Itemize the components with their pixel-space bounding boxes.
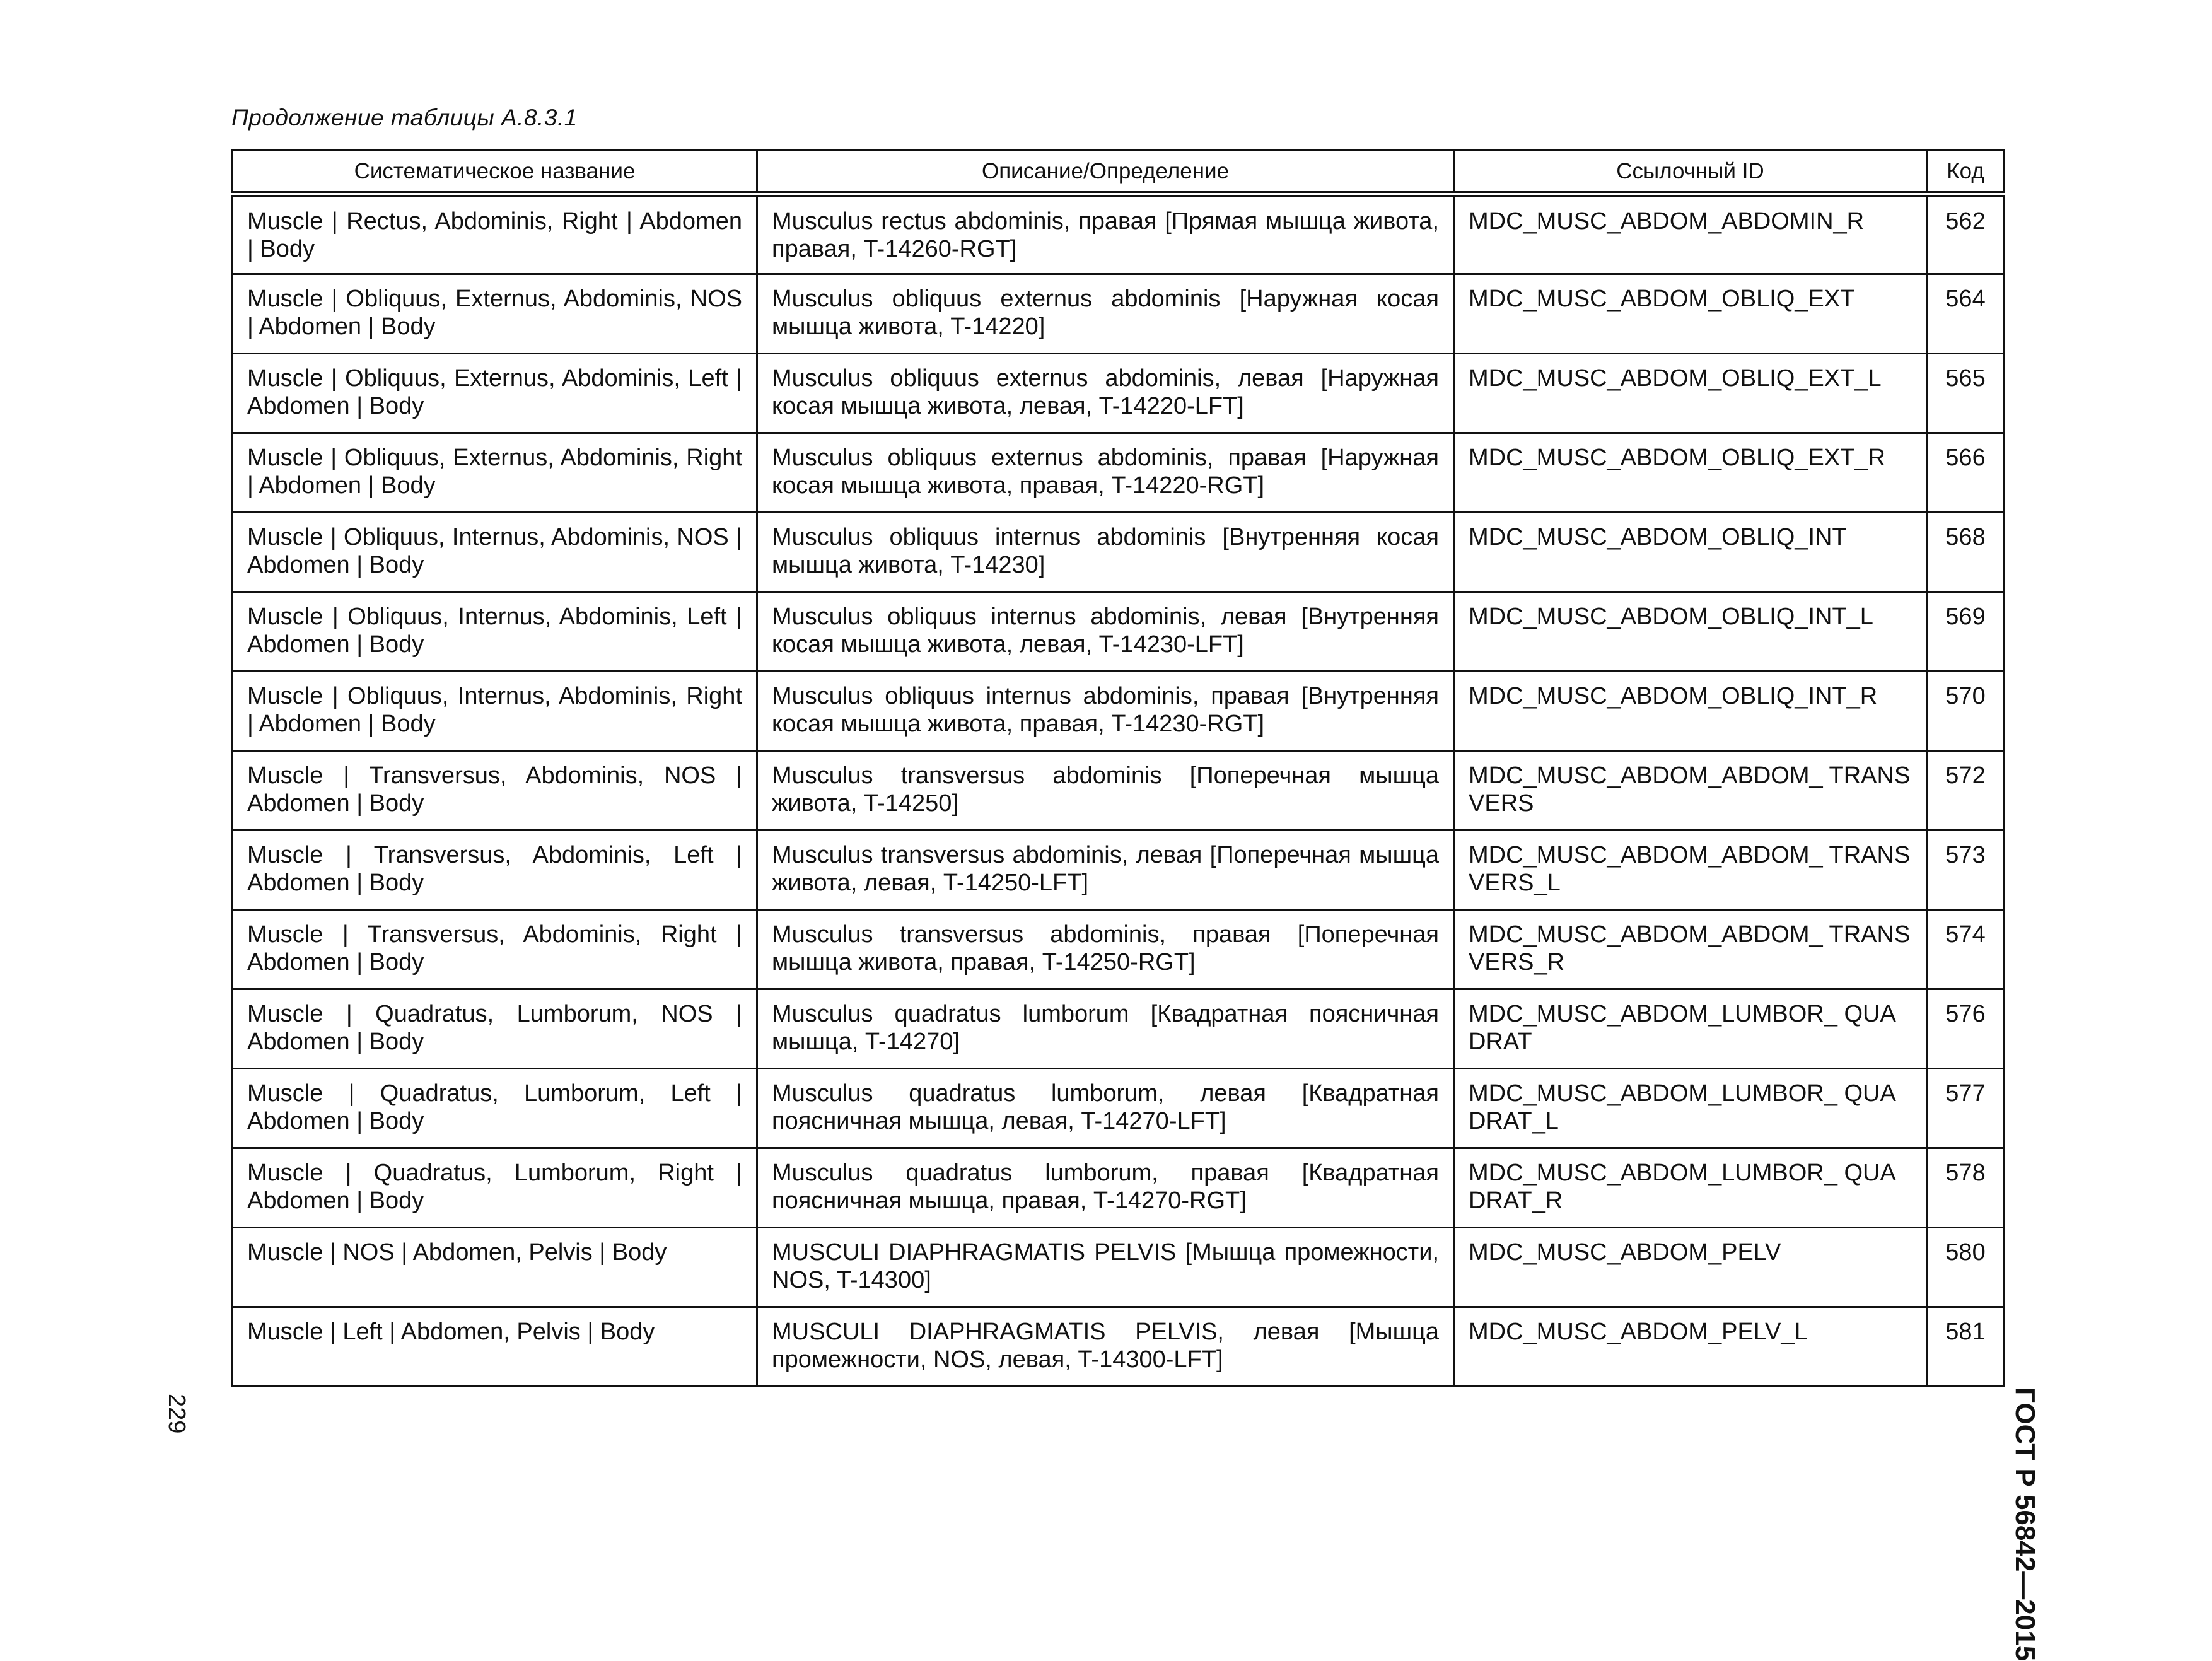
header-description: Описание/Определение	[757, 151, 1454, 195]
cell-code: 564	[1927, 274, 2005, 353]
header-name: Систематическое название	[233, 151, 757, 195]
table-caption: Продолжение таблицы A.8.3.1	[231, 105, 578, 131]
cell-ref-id: MDC_MUSC_ABDOM_OBLIQ_EXT	[1454, 274, 1927, 353]
cell-ref-id: MDC_MUSC_ABDOM_ABDOM_ TRANSVERS_L	[1454, 830, 1927, 909]
cell-code: 573	[1927, 830, 2005, 909]
cell-description: Musculus quadratus lumborum, левая [Квадратная поясничная мышца, левая, T-14270-LFT]	[757, 1068, 1454, 1148]
cell-ref-id: MDC_MUSC_ABDOM_LUMBOR_ QUADRAT_R	[1454, 1148, 1927, 1227]
header-code: Код	[1927, 151, 2005, 195]
table-row	[233, 750, 2005, 830]
table-header-row	[233, 151, 2005, 195]
cell-description: Musculus obliquus internus abdominis, левая [Внутренняя косая мышца живота, левая, T-14230-LFT]	[757, 592, 1454, 671]
cell-code: 565	[1927, 353, 2005, 433]
cell-code: 577	[1927, 1068, 2005, 1148]
cell-description: Musculus obliquus externus abdominis, правая [Наружная косая мышца живота, правая, T-14220-RGT]	[757, 433, 1454, 512]
cell-ref-id: MDC_MUSC_ABDOM_LUMBOR_ QUADRAT_L	[1454, 1068, 1927, 1148]
cell-name: Muscle | Obliquus, Externus, Abdominis, Right | Abdomen | Body	[233, 433, 757, 512]
cell-ref-id: MDC_MUSC_ABDOM_OBLIQ_EXT_R	[1454, 433, 1927, 512]
cell-ref-id: MDC_MUSC_ABDOM_ABDOM_ TRANSVERS_R	[1454, 909, 1927, 989]
cell-name: Muscle | Obliquus, Externus, Abdominis, Left | Abdomen | Body	[233, 353, 757, 433]
cell-description: Musculus rectus abdominis, правая [Прямая мышца живота, правая, T-14260-RGT]	[757, 194, 1454, 274]
cell-name: Muscle | Transversus, Abdominis, NOS | Abdomen | Body	[233, 750, 757, 830]
cell-code: 581	[1927, 1307, 2005, 1386]
cell-name: Muscle | Transversus, Abdominis, Left | Abdomen | Body	[233, 830, 757, 909]
header-ref-id: Ссылочный ID	[1454, 151, 1927, 195]
cell-code: 566	[1927, 433, 2005, 512]
cell-code: 576	[1927, 989, 2005, 1068]
cell-ref-id: MDC_MUSC_ABDOM_PELV	[1454, 1227, 1927, 1307]
cell-code: 568	[1927, 512, 2005, 592]
table-row	[233, 274, 2005, 353]
table-row	[233, 1227, 2005, 1307]
cell-code: 569	[1927, 592, 2005, 671]
cell-ref-id: MDC_MUSC_ABDOM_PELV_L	[1454, 1307, 1927, 1386]
cell-code: 570	[1927, 671, 2005, 750]
cell-code: 580	[1927, 1227, 2005, 1307]
cell-name: Muscle | Transversus, Abdominis, Right | Abdomen | Body	[233, 909, 757, 989]
cell-code: 574	[1927, 909, 2005, 989]
cell-name: Muscle | Obliquus, Internus, Abdominis, Right | Abdomen | Body	[233, 671, 757, 750]
cell-description: Musculus obliquus externus abdominis [Наружная косая мышца живота, T-14220]	[757, 274, 1454, 353]
table-row	[233, 194, 2005, 274]
cell-name: Muscle | Quadratus, Lumborum, Right | Abdomen | Body	[233, 1148, 757, 1227]
cell-description: MUSCULI DIAPHRAGMATIS PELVIS, левая [Мышца промежности, NOS, левая, T-14300-LFT]	[757, 1307, 1454, 1386]
cell-description: Musculus obliquus internus abdominis [Внутренняя косая мышца живота, T-14230]	[757, 512, 1454, 592]
table-row	[233, 1148, 2005, 1227]
cell-ref-id: MDC_MUSC_ABDOM_OBLIQ_INT_R	[1454, 671, 1927, 750]
table-row	[233, 1068, 2005, 1148]
table-row	[233, 989, 2005, 1068]
cell-name: Muscle | Obliquus, Internus, Abdominis, NOS | Abdomen | Body	[233, 512, 757, 592]
page-number: 229	[163, 1394, 190, 1434]
cell-ref-id: MDC_MUSC_ABDOM_LUMBOR_ QUADRAT	[1454, 989, 1927, 1068]
cell-description: Musculus quadratus lumborum [Квадратная поясничная мышца, T-14270]	[757, 989, 1454, 1068]
cell-ref-id: MDC_MUSC_ABDOM_OBLIQ_EXT_L	[1454, 353, 1927, 433]
table-row	[233, 909, 2005, 989]
cell-description: Musculus obliquus externus abdominis, левая [Наружная косая мышца живота, левая, T-14220-LFT]	[757, 353, 1454, 433]
cell-description: Musculus quadratus lumborum, правая [Квадратная поясничная мышца, правая, T-14270-RGT]	[757, 1148, 1454, 1227]
cell-name: Muscle | Obliquus, Externus, Abdominis, NOS | Abdomen | Body	[233, 274, 757, 353]
cell-description: Musculus transversus abdominis [Поперечная мышца живота, T-14250]	[757, 750, 1454, 830]
cell-ref-id: MDC_MUSC_ABDOM_ABDOM_ TRANSVERS	[1454, 750, 1927, 830]
cell-description: Musculus transversus abdominis, правая [Поперечная мышца живота, правая, T-14250-RGT]	[757, 909, 1454, 989]
table-row	[233, 671, 2005, 750]
cell-code: 562	[1927, 194, 2005, 274]
cell-name: Muscle | Quadratus, Lumborum, Left | Abdomen | Body	[233, 1068, 757, 1148]
cell-ref-id: MDC_MUSC_ABDOM_OBLIQ_INT	[1454, 512, 1927, 592]
data-table	[231, 149, 2005, 1387]
cell-name: Muscle | Obliquus, Internus, Abdominis, Left | Abdomen | Body	[233, 592, 757, 671]
cell-name: Muscle | Rectus, Abdominis, Right | Abdomen | Body	[233, 194, 757, 274]
cell-code: 572	[1927, 750, 2005, 830]
cell-name: Muscle | Quadratus, Lumborum, NOS | Abdomen | Body	[233, 989, 757, 1068]
cell-ref-id: MDC_MUSC_ABDOM_ABDOMIN_R	[1454, 194, 1927, 274]
standard-designation: ГОСТ Р 56842—2015	[2010, 1387, 2040, 1661]
cell-name: Muscle | Left | Abdomen, Pelvis | Body	[233, 1307, 757, 1386]
table-row	[233, 1307, 2005, 1386]
table-row	[233, 592, 2005, 671]
table-row	[233, 512, 2005, 592]
cell-description: Musculus transversus abdominis, левая [Поперечная мышца живота, левая, T-14250-LFT]	[757, 830, 1454, 909]
cell-description: MUSCULI DIAPHRAGMATIS PELVIS [Мышца промежности, NOS, T-14300]	[757, 1227, 1454, 1307]
cell-code: 578	[1927, 1148, 2005, 1227]
table-row	[233, 353, 2005, 433]
table-row	[233, 433, 2005, 512]
cell-name: Muscle | NOS | Abdomen, Pelvis | Body	[233, 1227, 757, 1307]
cell-ref-id: MDC_MUSC_ABDOM_OBLIQ_INT_L	[1454, 592, 1927, 671]
table-row	[233, 830, 2005, 909]
cell-description: Musculus obliquus internus abdominis, правая [Внутренняя косая мышца живота, правая, T-14230-RGT]	[757, 671, 1454, 750]
